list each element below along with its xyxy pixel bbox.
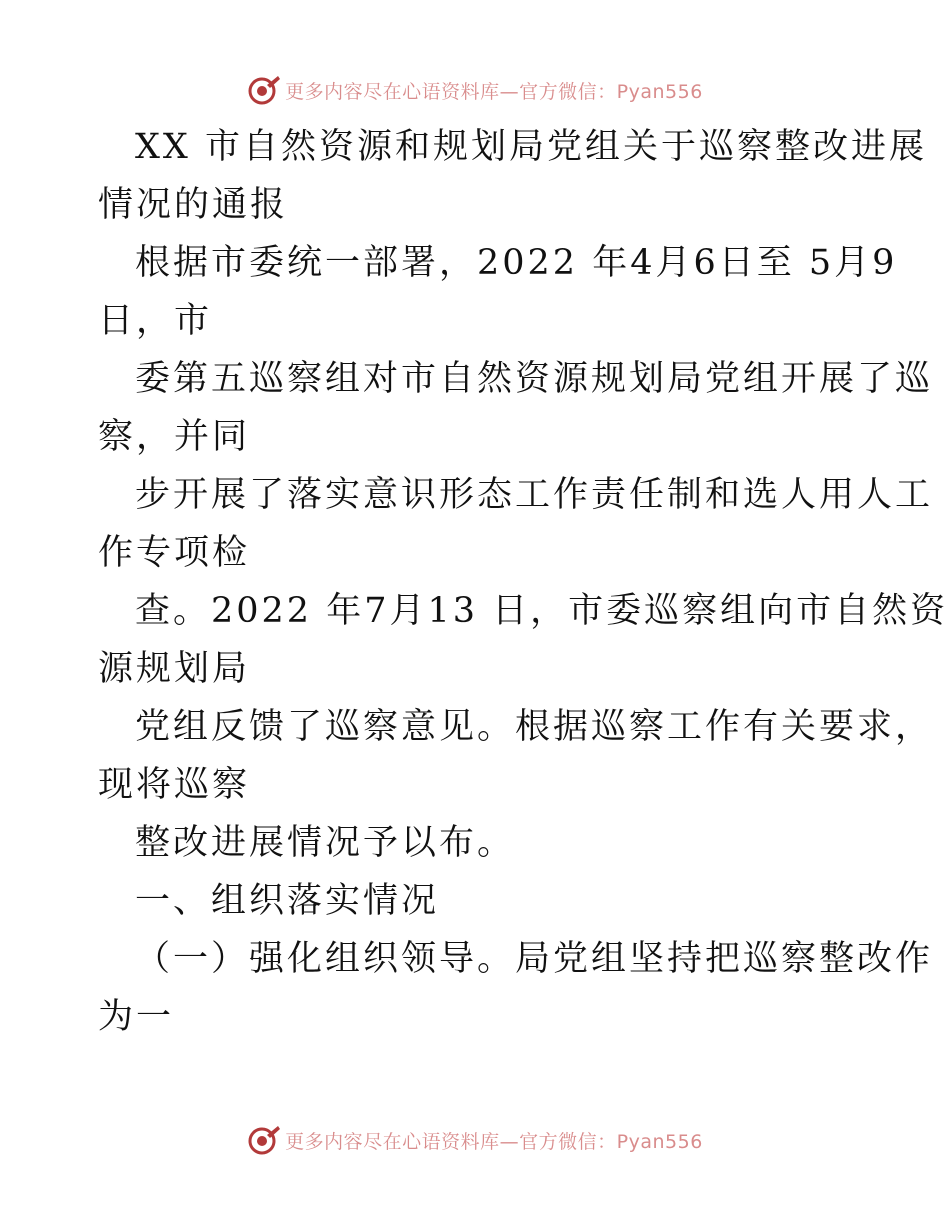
paragraph-line: 现将巡察: [98, 765, 251, 805]
paragraph-line: 作专项检: [98, 533, 251, 573]
section-heading: 一、组织落实情况: [135, 881, 440, 921]
paragraph-line: 查。2022 年7月13 日，市委巡察组向市自然资: [135, 591, 949, 631]
pen-circle-logo-icon: [247, 1123, 281, 1157]
pen-circle-logo-icon: [247, 73, 281, 107]
paragraph-line: 步开展了落实意识形态工作责任制和选人用人工: [135, 475, 934, 515]
paragraph-line: 源规划局: [98, 649, 251, 689]
paragraph-line: 委第五巡察组对市自然资源规划局党组开展了巡: [135, 359, 934, 399]
watermark-text: 更多内容尽在心语资料库—官方微信：Pyan556: [285, 1130, 703, 1153]
paragraph-line: 根据市委统一部署，2022 年4月6日至 5月9: [135, 243, 898, 283]
document-body: [98, 118, 949, 1046]
title-line-1: XX 市自然资源和规划局党组关于巡察整改进展: [135, 127, 927, 167]
paragraph-line: 日，市: [98, 301, 213, 341]
watermark-text: 更多内容尽在心语资料库—官方微信：Pyan556: [285, 80, 703, 103]
paragraph-line: 为一: [98, 997, 175, 1037]
paragraph-line: 整改进展情况予以布。: [135, 823, 516, 863]
paragraph-line: 察，并同: [98, 417, 251, 457]
paragraph-line: 党组反馈了巡察意见。根据巡察工作有关要求，: [135, 707, 934, 747]
header-watermark: [0, 70, 950, 110]
title-line-2: 情况的通报: [98, 185, 289, 225]
footer-watermark: [0, 1120, 950, 1160]
subsection-line: （一）强化组织领导。局党组坚持把巡察整改作: [135, 939, 934, 979]
